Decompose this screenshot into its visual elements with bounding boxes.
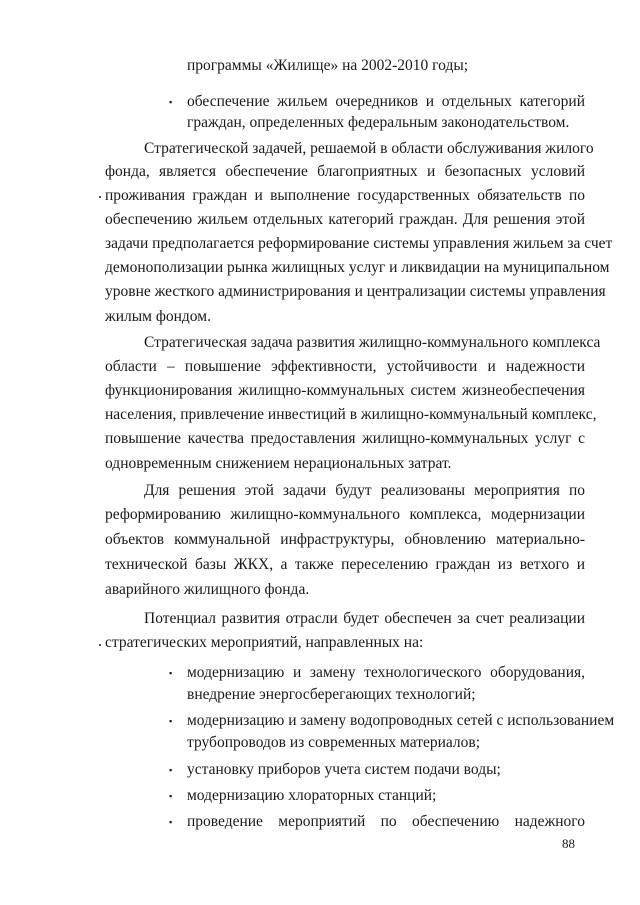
paragraph-2-line: населения, привлечение инвестиций в жилищно-коммунальный комплекс,: [105, 406, 597, 423]
intro-bullet-line: граждан, определенных федеральным законодательством.: [187, 114, 570, 131]
bullet-item-line: модернизацию и замену технологического оборудования,: [187, 664, 585, 681]
paragraph-2-line: одновременным снижением нерациональных затрат.: [105, 455, 452, 472]
bullet-icon: ▪: [169, 817, 173, 827]
paragraph-3-line: реформированию жилищно-коммунального комплекса, модернизации: [105, 506, 585, 523]
scan-speck: [99, 196, 101, 198]
bullet-item-line: модернизацию и замену водопроводных сетей с использованием: [187, 712, 615, 729]
paragraph-1-line: Стратегической задачей, решаемой в области обслуживания жилого: [144, 140, 594, 157]
continuation-line: программы «Жилище» на 2002-2010 годы;: [187, 57, 469, 74]
paragraph-2-line: повышение качества предоставления жилищно-коммунальных услуг с: [105, 430, 585, 447]
page-number: 88: [562, 836, 575, 851]
paragraph-1-line: проживания граждан и выполнение государственных обязательств по: [105, 187, 585, 204]
paragraph-1-line: уровне жесткого администрирования и централизации системы управления: [105, 283, 606, 300]
bullet-icon: ▪: [169, 791, 173, 801]
paragraph-2-line: функционирования жилищно-коммунальных систем жизнеобеспечения: [105, 382, 585, 399]
bullet-icon: ▪: [169, 765, 173, 775]
bullet-item-line: модернизацию хлораторных станций;: [187, 787, 437, 804]
paragraph-2-line: Стратегическая задача развития жилищно-коммунального комплекса: [144, 334, 601, 351]
bullet-item-line: внедрение энергосберегающих технологий;: [187, 686, 476, 703]
paragraph-3-line: объектов коммунальной инфраструктуры, обновлению материально-: [105, 531, 585, 548]
paragraph-2-line: области – повышение эффективности, устойчивости и надежности: [105, 358, 585, 375]
paragraph-1-line: обеспечению жильем отдельных категорий граждан. Для решения этой: [105, 211, 585, 228]
paragraph-3-line: технической базы ЖКХ, а также переселению граждан из ветхого и: [105, 556, 585, 573]
paragraph-3-line: аварийного жилищного фонда.: [105, 581, 310, 598]
intro-bullet-line: обеспечение жильем очередников и отдельных категорий: [187, 93, 585, 110]
paragraph-1-line: фонда, является обеспечение благоприятных и безопасных условий: [105, 163, 585, 180]
paragraph-1-line: демонополизации рынка жилищных услуг и ликвидации на муниципальном: [105, 259, 610, 276]
paragraph-4-line: стратегических мероприятий, направленных на:: [105, 634, 424, 651]
paragraph-1-line: жилым фондом.: [105, 308, 211, 325]
bullet-item-line: установку приборов учета систем подачи воды;: [187, 761, 501, 778]
bullet-item-line: проведение мероприятий по обеспечению надежного: [187, 813, 585, 830]
bullet-icon: ▪: [169, 668, 173, 678]
paragraph-4-line: Потенциал развития отрасли будет обеспечен за счет реализации: [144, 610, 585, 627]
scan-speck: [99, 644, 101, 646]
bullet-icon: ▪: [169, 716, 173, 726]
bullet-item-line: трубопроводов из современных материалов;: [187, 734, 481, 751]
bullet-icon: ▪: [169, 97, 173, 107]
paragraph-3-line: Для решения этой задачи будут реализованы мероприятия по: [144, 482, 585, 499]
paragraph-1-line: задачи предполагается реформирование системы управления жильем за счет: [105, 235, 613, 252]
